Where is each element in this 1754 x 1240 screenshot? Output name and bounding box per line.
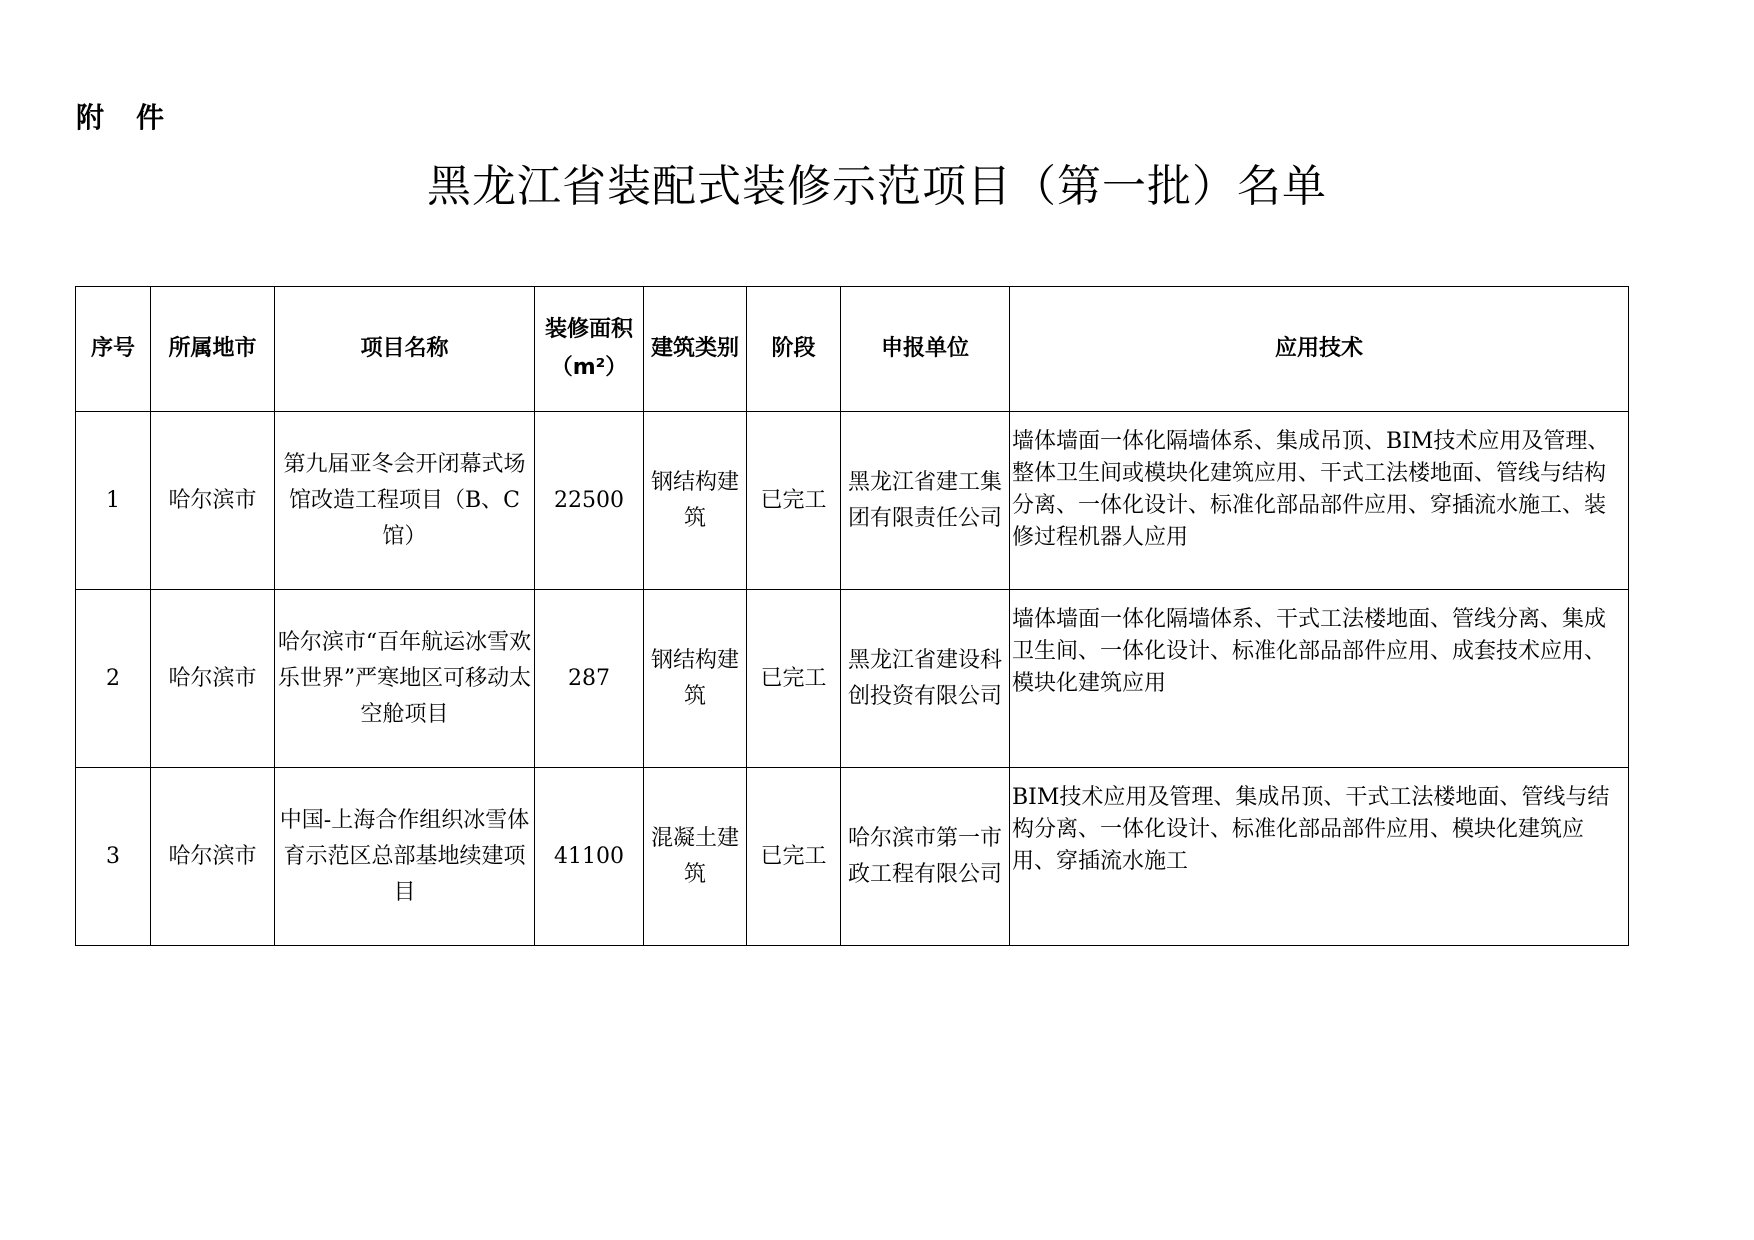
cell-type: 钢结构建筑: [644, 590, 747, 768]
header-unit: 申报单位: [841, 287, 1010, 412]
cell-stage: 已完工: [747, 412, 841, 590]
cell-no: 1: [76, 412, 151, 590]
cell-unit: 哈尔滨市第一市政工程有限公司: [841, 768, 1010, 946]
cell-area: 22500: [535, 412, 644, 590]
cell-type: 钢结构建筑: [644, 412, 747, 590]
attachment-label: 附 件: [76, 101, 167, 134]
cell-tech: 墙体墙面一体化隔墙体系、集成吊顶、BIM技术应用及管理、整体卫生间或模块化建筑应用、干式工法楼地面、管线与结构分离、一体化设计、标准化部品部件应用、穿插流水施工、装修过程机器人应用: [1010, 412, 1629, 590]
table-row: [76, 768, 1629, 946]
cell-area: 41100: [535, 768, 644, 946]
table-header-row: [76, 287, 1629, 412]
cell-city: 哈尔滨市: [151, 768, 275, 946]
header-no: 序号: [76, 287, 151, 412]
cell-no: 2: [76, 590, 151, 768]
cell-stage: 已完工: [747, 590, 841, 768]
header-tech: 应用技术: [1010, 287, 1629, 412]
cell-stage: 已完工: [747, 768, 841, 946]
project-table: [75, 286, 1629, 946]
header-type: 建筑类别: [644, 287, 747, 412]
cell-name: 中国-上海合作组织冰雪体育示范区总部基地续建项目: [275, 768, 535, 946]
cell-city: 哈尔滨市: [151, 590, 275, 768]
cell-tech: BIM技术应用及管理、集成吊顶、干式工法楼地面、管线与结构分离、一体化设计、标准化部品部件应用、模块化建筑应用、穿插流水施工: [1010, 768, 1629, 946]
cell-area: 287: [535, 590, 644, 768]
cell-type: 混凝土建筑: [644, 768, 747, 946]
header-stage: 阶段: [747, 287, 841, 412]
table-row: [76, 590, 1629, 768]
cell-unit: 黑龙江省建工集团有限责任公司: [841, 412, 1010, 590]
cell-city: 哈尔滨市: [151, 412, 275, 590]
cell-name: 第九届亚冬会开闭幕式场馆改造工程项目（B、C馆）: [275, 412, 535, 590]
document-title: 黑龙江省装配式装修示范项目（第一批）名单: [427, 161, 1327, 212]
header-name: 项目名称: [275, 287, 535, 412]
table-row: [76, 412, 1629, 590]
cell-no: 3: [76, 768, 151, 946]
cell-unit: 黑龙江省建设科创投资有限公司: [841, 590, 1010, 768]
header-city: 所属地市: [151, 287, 275, 412]
cell-tech: 墙体墙面一体化隔墙体系、干式工法楼地面、管线分离、集成卫生间、一体化设计、标准化部品部件应用、成套技术应用、模块化建筑应用: [1010, 590, 1629, 768]
header-area: 装修面积（m²）: [535, 287, 644, 412]
cell-name: 哈尔滨市“百年航运冰雪欢乐世界”严寒地区可移动太空舱项目: [275, 590, 535, 768]
